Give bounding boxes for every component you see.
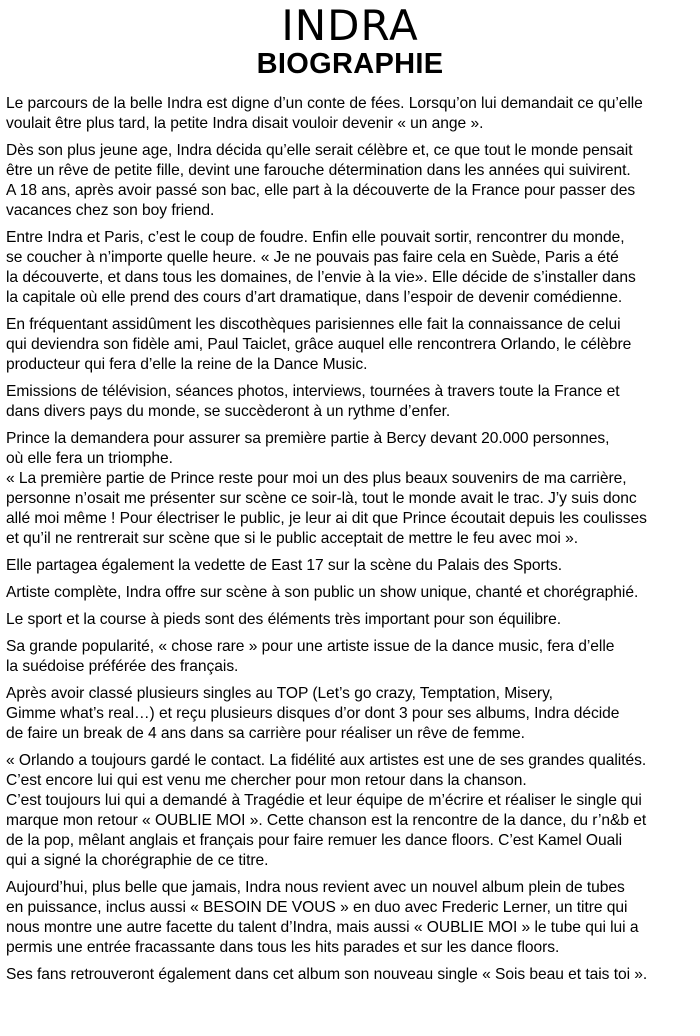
paragraph-singles: Après avoir classé plusieurs singles au TOP (Let’s go crazy, Temptation, Misery, Gimme what’s real…) et reçu plusieurs disques d’or dont 3 pour ses albums, Indra décide de faire un break de 4 ans dans sa carrière pour réaliser un rêve de femme. — [6, 685, 620, 742]
paragraph-youth: Dès son plus jeune age, Indra décida qu’elle serait célèbre et, ce que tout le monde pensait être un rêve de petite fille, devint une farouche détermination dans les années qui suivirent. A 18 ans, après avoir passé son bac, elle part à la découverte de la France pour passer des vacances chez son boy friend. — [6, 142, 636, 219]
paragraph-east17: Elle partagea également la vedette de East 17 sur la scène du Palais des Sports. — [6, 557, 562, 574]
page-title: INDRA — [281, 1, 419, 50]
paragraph-sport: Le sport et la course à pieds sont des éléments très important pour son équilibre. — [6, 611, 561, 628]
page-header — [0, 0, 700, 80]
paragraph-discotheques: En fréquentant assidûment les discothèques parisiennes elle fait la connaissance de celui qui deviendra son fidèle ami, Paul Taiclet, grâce auquel elle rencontrera Orlando, le célèbre producteur qui fera d’elle la reine de la Dance Music. — [6, 316, 632, 373]
paragraph-popularity: Sa grande popularité, « chose rare » pour une artiste issue de la dance music, fera d’elle la suédoise préférée des français. — [6, 638, 615, 675]
paragraph-paris: Entre Indra et Paris, c’est le coup de foudre. Enfin elle pouvait sortir, rencontrer du monde, se coucher à n’importe quelle heure. « Je ne pouvais pas faire cela en Suède, Paris a été la découverte, et dans tous les domaines, de l’envie à la vie». Elle décide de s’installer dans la capitale où elle prend des cours d’art dramatique, dans l’espoir de devenir comédienne. — [6, 229, 636, 306]
paragraph-prince: Prince la demandera pour assurer sa première partie à Bercy devant 20.000 personnes, où elle fera un triomphe. « La première partie de Prince reste pour moi un des plus beaux souvenirs de ma carrière, personne n’osait me présenter sur scène ce soir-là, tout le monde avait le trac. J’y suis donc allé moi même ! Pour électriser le public, je leur ai dit que Prince écoutait depuis les coulisses et qu’il ne rentrerait sur scène que si le public acceptait de mettre le feu avec moi ». — [6, 430, 647, 547]
paragraph-media: Emissions de télévision, séances photos, interviews, tournées à travers toute la France et dans divers pays du monde, se succèderont à un rythme d’enfer. — [6, 383, 620, 420]
paragraph-orlando: « Orlando a toujours gardé le contact. La fidélité aux artistes est une de ses grandes qualités. C’est encore lui qui est venu me chercher pour mon retour dans la chanson. C’est toujours lui qui a demandé à Tragédie et leur équipe de m’écrire et réaliser le single qui marque mon retour « OUBLIE MOI ». Cette chanson est la rencontre de la dance, du r’n&b et de la pop, mêlant anglais et français pour faire remuer les dance floors. C’est Kamel Ouali qui a signé la chorégraphie de ce titre. — [6, 752, 647, 869]
biography-text — [6, 94, 696, 992]
page-subtitle: BIOGRAPHIE — [256, 48, 444, 80]
paragraph-new-single: Ses fans retrouveront également dans cet album son nouveau single « Sois beau et tais toi ». — [6, 966, 648, 983]
paragraph-artist: Artiste complète, Indra offre sur scène à son public un show unique, chanté et chorégraphié. — [6, 584, 639, 601]
paragraph-intro: Le parcours de la belle Indra est digne d’un conte de fées. Lorsqu’on lui demandait ce qu’elle voulait être plus tard, la petite Indra disait vouloir devenir « un ange ». — [6, 95, 643, 132]
paragraph-today: Aujourd’hui, plus belle que jamais, Indra nous revient avec un nouvel album plein de tubes en puissance, inclus aussi « BESOIN DE VOUS » en duo avec Frederic Lerner, un titre qui nous montre une autre facette du talent d’Indra, mais aussi « OUBLIE MOI » le tube qui lui a permis une entrée fracassante dans tous les hits parades et sur les dance floors. — [6, 879, 639, 956]
